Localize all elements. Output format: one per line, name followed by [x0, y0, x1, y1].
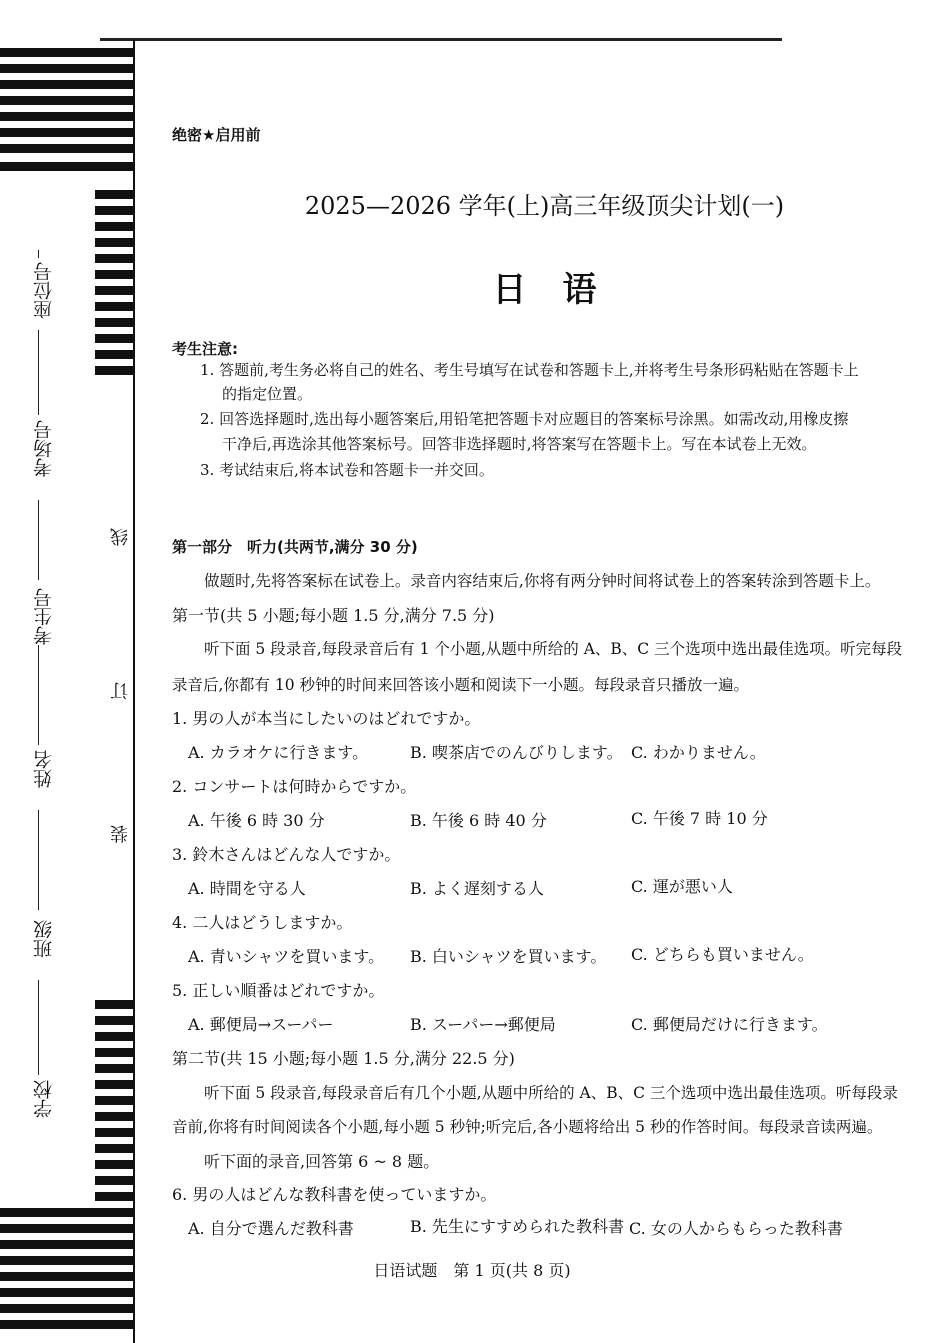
binding-stripe: [95, 1016, 133, 1025]
question-5: 5. 正しい順番はどれですか。: [172, 981, 385, 1000]
binding-stripe: [95, 238, 133, 247]
binding-stripe: [0, 1240, 133, 1249]
notice-item: 1. 答题前,考生务必将自己的姓名、考生号填写在试卷和答题卡上,并将考生号条形码粘贴在答题卡上: [200, 361, 859, 379]
binding-stripe: [95, 1080, 133, 1089]
section2-intro: 音前,你将有时间阅读各个小题,每小题 5 秒钟;听完后,各小题将给出 5 秒的作答时间。每段录音读两遍。: [172, 1118, 883, 1136]
mark-bind: 订: [110, 682, 131, 700]
label-seat-number: 座位号: [33, 262, 55, 319]
blank-name: [38, 645, 39, 745]
binding-stripe: [95, 206, 133, 215]
binding-stripe: [0, 162, 133, 171]
mark-line: 线: [110, 528, 131, 546]
blank-exam-room: [38, 330, 39, 415]
q6-option-a: A. 自分で選んだ教科書: [188, 1219, 354, 1238]
section1-heading: 第一节(共 5 小题;每小题 1.5 分,满分 7.5 分): [172, 606, 495, 625]
q2-option-c: C. 午後 7 時 10 分: [631, 809, 768, 828]
binding-stripe: [95, 1192, 133, 1201]
binding-stripe: [0, 1256, 133, 1265]
exam-title: 2025—2026 学年(上)高三年级顶尖计划(一): [304, 192, 785, 220]
subject-title: 日语: [492, 270, 633, 310]
blank-class: [38, 810, 39, 910]
q4-option-c: C. どちらも買いません。: [631, 945, 814, 964]
q3-option-a: A. 時間を守る人: [188, 879, 306, 898]
question-4: 4. 二人はどうしますか。: [172, 913, 353, 932]
binding-stripe: [95, 1096, 133, 1105]
secret-label: 绝密★启用前: [172, 126, 261, 144]
binding-stripe: [0, 112, 133, 121]
q4-option-a: A. 青いシャツを買います。: [188, 947, 385, 966]
question-2: 2. コンサートは何時からですか。: [172, 777, 417, 796]
notice-item: 干净后,再选涂其他答案标号。回答非选择题时,将答案写在答题卡上。写在本试卷上无效。: [222, 435, 817, 453]
binding-stripe: [0, 1224, 133, 1233]
q1-option-a: A. カラオケに行きます。: [188, 743, 369, 762]
label-class: 班级: [33, 920, 55, 958]
blank-school: [38, 980, 39, 1075]
notice-item: 2. 回答选择题时,选出每小题答案后,用铅笔把答题卡对应题目的答案标号涂黑。如需改动,用橡皮擦: [200, 410, 849, 428]
binding-stripe: [95, 1000, 133, 1009]
section2-intro: 听下面 5 段录音,每段录音后有几个小题,从题中所给的 A、B、C 三个选项中选出最佳选项。听每段录: [204, 1084, 898, 1102]
binding-stripe: [95, 1144, 133, 1153]
label-name: 姓名: [33, 750, 55, 788]
q6-option-c: C. 女の人からもらった教科書: [629, 1219, 843, 1238]
binding-stripe: [95, 1176, 133, 1185]
q5-option-a: A. 郵便局→スーパー: [188, 1015, 334, 1034]
binding-stripe: [95, 302, 133, 311]
binding-stripe: [0, 1288, 133, 1297]
label-school: 学校: [33, 1080, 55, 1118]
notice-title: 考生注意:: [172, 340, 238, 358]
question-6: 6. 男の人はどんな教科書を使っていますか。: [172, 1185, 497, 1204]
question-3: 3. 鈴木さんはどんな人ですか。: [172, 845, 401, 864]
binding-stripe: [0, 144, 133, 153]
binding-stripe: [0, 96, 133, 105]
binding-stripe: [95, 270, 133, 279]
top-rule: [100, 38, 782, 41]
binding-stripe: [95, 1128, 133, 1137]
label-exam-room: 考场号: [33, 420, 55, 477]
binding-stripe: [0, 64, 133, 73]
binding-stripe: [95, 1064, 133, 1073]
binding-stripe: [95, 334, 133, 343]
q2-option-b: B. 午後 6 時 40 分: [410, 811, 547, 830]
binding-stripe: [0, 128, 133, 137]
binding-stripe: [95, 350, 133, 359]
part1-heading: 第一部分 听力(共两节,满分 30 分): [172, 538, 418, 556]
q2-option-a: A. 午後 6 時 30 分: [188, 811, 325, 830]
q5-option-b: B. スーパー→郵便局: [410, 1015, 556, 1034]
q3-option-c: C. 運が悪い人: [631, 877, 733, 896]
binding-stripe: [95, 1032, 133, 1041]
binding-stripe: [0, 80, 133, 89]
q1-option-c: C. わかりません。: [631, 743, 766, 762]
binding-stripe: [95, 1160, 133, 1169]
binding-stripe: [0, 48, 133, 57]
label-candidate-number: 考生号: [33, 588, 55, 645]
q5-option-c: C. 郵便局だけに行きます。: [631, 1015, 828, 1034]
binding-stripe: [95, 222, 133, 231]
binding-stripe: [95, 254, 133, 263]
q4-option-b: B. 白いシャツを買います。: [410, 947, 607, 966]
binding-stripe: [95, 1048, 133, 1057]
binding-stripe: [95, 366, 133, 375]
binding-stripe: [0, 1272, 133, 1281]
blank-candidate-number: [38, 500, 39, 580]
mark-staple: 装: [110, 825, 131, 843]
question-1: 1. 男の人が本当にしたいのはどれですか。: [172, 709, 481, 728]
q3-option-b: B. よく遅刻する人: [410, 879, 544, 898]
q1-option-b: B. 喫茶店でのんびりします。: [410, 743, 623, 762]
binding-stripe: [0, 1304, 133, 1313]
binding-stripe: [0, 1208, 133, 1217]
section1-intro: 录音后,你都有 10 秒钟的时间来回答该小题和阅读下一小题。每段录音只播放一遍。: [172, 676, 750, 694]
binding-stripe: [95, 286, 133, 295]
section2-heading: 第二节(共 15 小题;每小题 1.5 分,满分 22.5 分): [172, 1049, 515, 1068]
section2-instruction: 听下面的录音,回答第 6 ~ 8 题。: [204, 1152, 440, 1171]
notice-item: 的指定位置。: [222, 385, 313, 403]
binding-margin: [0, 40, 135, 1343]
blank-seat-number: [38, 250, 39, 258]
binding-stripe: [95, 318, 133, 327]
binding-stripe: [95, 190, 133, 199]
binding-stripe: [0, 1320, 133, 1329]
binding-stripe: [95, 1112, 133, 1121]
page-footer: 日语试题 第 1 页(共 8 页): [373, 1261, 571, 1280]
q6-option-b: B. 先生にすすめられた教科書: [410, 1217, 625, 1236]
notice-item: 3. 考试结束后,将本试卷和答题卡一并交回。: [200, 461, 494, 479]
part1-intro: 做题时,先将答案标在试卷上。录音内容结束后,你将有两分钟时间将试卷上的答案转涂到答题卡上。: [204, 572, 881, 590]
section1-intro: 听下面 5 段录音,每段录音后有 1 个小题,从题中所给的 A、B、C 三个选项中选出最佳选项。听完每段: [204, 640, 903, 658]
